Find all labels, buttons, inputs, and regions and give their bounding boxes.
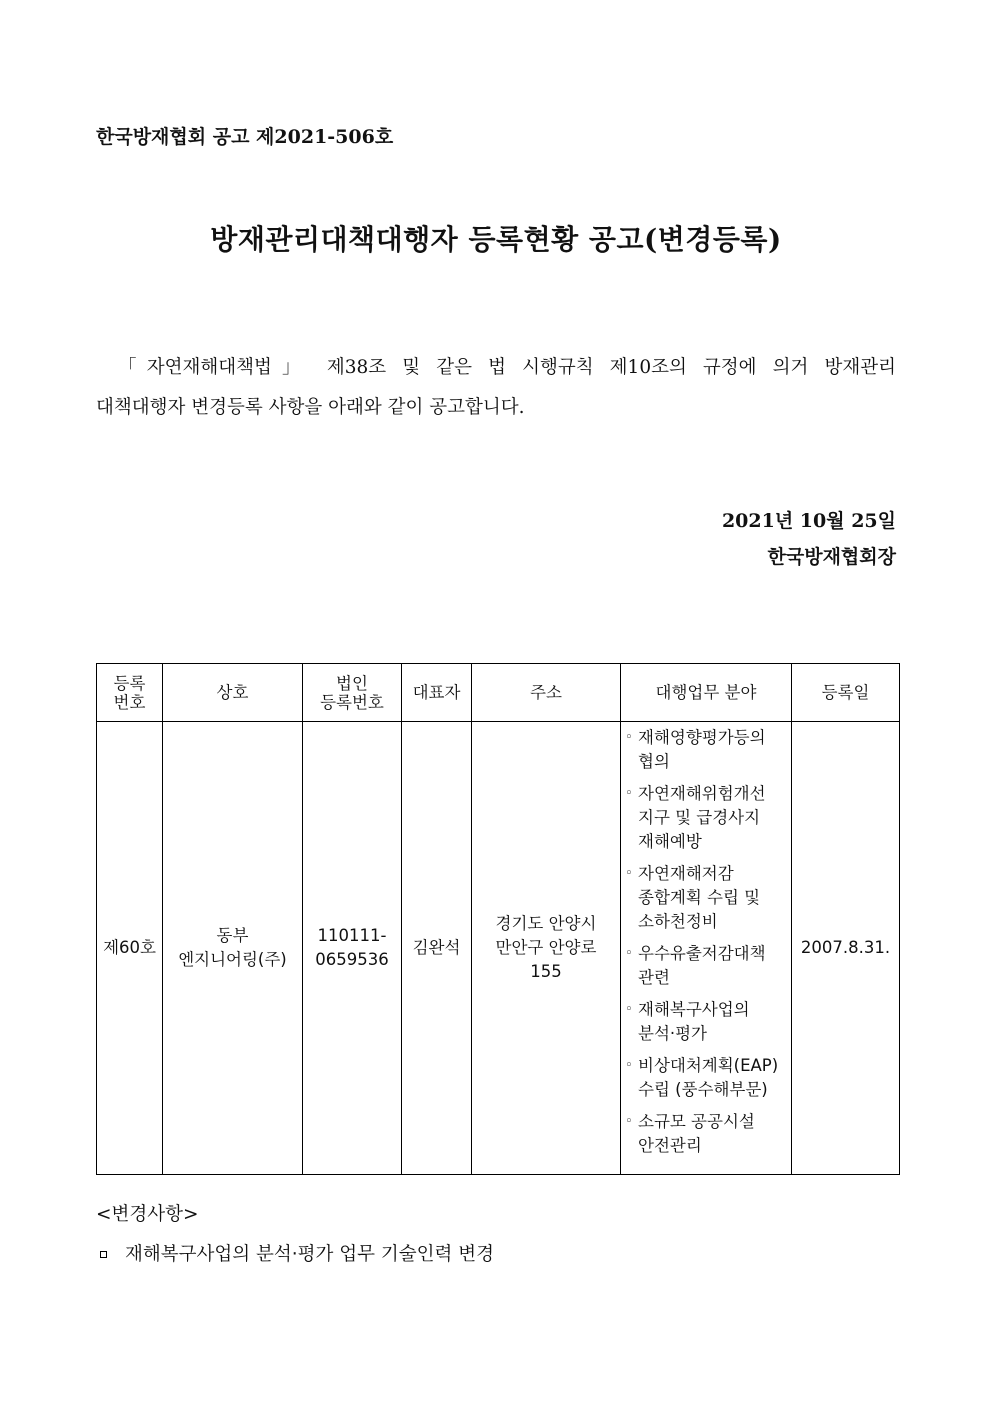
header-reg-no [97, 664, 163, 722]
address-line-1: 경기도 안양시 [495, 914, 597, 933]
signer: 한국방재협회장 [767, 546, 896, 568]
duty-line: 자연재해저감 [638, 864, 734, 883]
registration-table [96, 663, 900, 1175]
company-line-2: 엔지니어링(주) [178, 950, 287, 969]
header-company: 상호 [163, 664, 303, 722]
cell-address [472, 722, 621, 1175]
address-line-2: 만안구 안양로 [495, 938, 597, 957]
header-corp-no-line-1: 법인 [336, 673, 368, 693]
changes-label: <변경사항> [96, 1204, 199, 1225]
bullet-icon: ◦ [625, 730, 633, 745]
notice-number: 한국방재협회 공고 제2021-506호 [96, 126, 394, 148]
duty-line: 우수유출저감대책 [638, 944, 766, 963]
intro-paragraph [96, 348, 896, 428]
intro-line-2: 대책대행자 변경등록 사항을 아래와 같이 공고합니다. [96, 397, 525, 418]
cell-corp-no [303, 722, 402, 1175]
duty-line: 관련 [638, 968, 670, 987]
address-line-3: 155 [530, 962, 562, 981]
corp-no-line-1: 110111- [317, 926, 387, 945]
header-representative: 대표자 [402, 664, 472, 722]
company-line-1: 동부 [216, 926, 249, 945]
duty-line: 분석·평가 [638, 1024, 708, 1043]
duty-item [625, 1054, 788, 1102]
cell-duties [621, 722, 792, 1175]
cell-reg-no: 제60호 [97, 722, 163, 1175]
bullet-icon: ◦ [625, 866, 633, 881]
duty-line: 재해예방 [638, 832, 702, 851]
notice-date: 2021년 10월 25일 [721, 510, 896, 532]
duty-item [625, 998, 788, 1046]
duty-line: 안전관리 [638, 1136, 702, 1155]
bullet-icon: ◦ [625, 1114, 633, 1129]
duty-line: 재해복구사업의 [638, 1000, 750, 1019]
duty-line: 자연재해위험개선 [638, 784, 766, 803]
duty-item [625, 942, 788, 990]
bullet-icon: ◦ [625, 1002, 633, 1017]
header-reg-no-line-2: 번호 [113, 692, 146, 712]
header-reg-no-line-1: 등록 [113, 673, 146, 693]
header-duties: 대행업무 분야 [621, 664, 792, 722]
duty-item [625, 862, 788, 934]
duty-item [625, 1110, 788, 1158]
change-item-text: 재해복구사업의 분석·평가 업무 기술인력 변경 [125, 1244, 494, 1265]
table-row [97, 722, 900, 1175]
header-corp-no-line-2: 등록번호 [320, 692, 384, 712]
bullet-icon: ◦ [625, 1058, 633, 1073]
duty-line: 협의 [638, 752, 670, 771]
duty-line: 종합계획 수립 및 [638, 888, 761, 907]
bullet-icon: ◦ [625, 946, 633, 961]
bullet-icon: ◦ [625, 786, 633, 801]
document-title: 방재관리대책대행자 등록현황 공고(변경등록) [210, 223, 782, 256]
cell-representative: 김완석 [402, 722, 472, 1175]
cell-reg-date: 2007.8.31. [792, 722, 900, 1175]
duty-item [625, 782, 788, 854]
header-address: 주소 [472, 664, 621, 722]
header-corp-no [303, 664, 402, 722]
duty-line: 수립 (풍수해부문) [638, 1080, 768, 1099]
duty-line: 재해영향평가등의 [638, 728, 766, 747]
cell-company [163, 722, 303, 1175]
square-bullet-icon [100, 1251, 107, 1258]
duty-line: 비상대처계획(EAP) [638, 1056, 779, 1075]
duty-item [625, 726, 788, 774]
table-header-row [97, 664, 900, 722]
header-reg-date: 등록일 [792, 664, 900, 722]
duty-line: 소하천정비 [638, 912, 718, 931]
duty-line: 지구 및 급경사지 [638, 808, 761, 827]
change-item [100, 1240, 494, 1266]
corp-no-line-2: 0659536 [315, 950, 389, 969]
duty-line: 소규모 공공시설 [638, 1112, 755, 1131]
intro-line-1: 「자연재해대책법」 제38조 및 같은 법 시행규칙 제10조의 규정에 의거 방재관리 [118, 357, 896, 378]
